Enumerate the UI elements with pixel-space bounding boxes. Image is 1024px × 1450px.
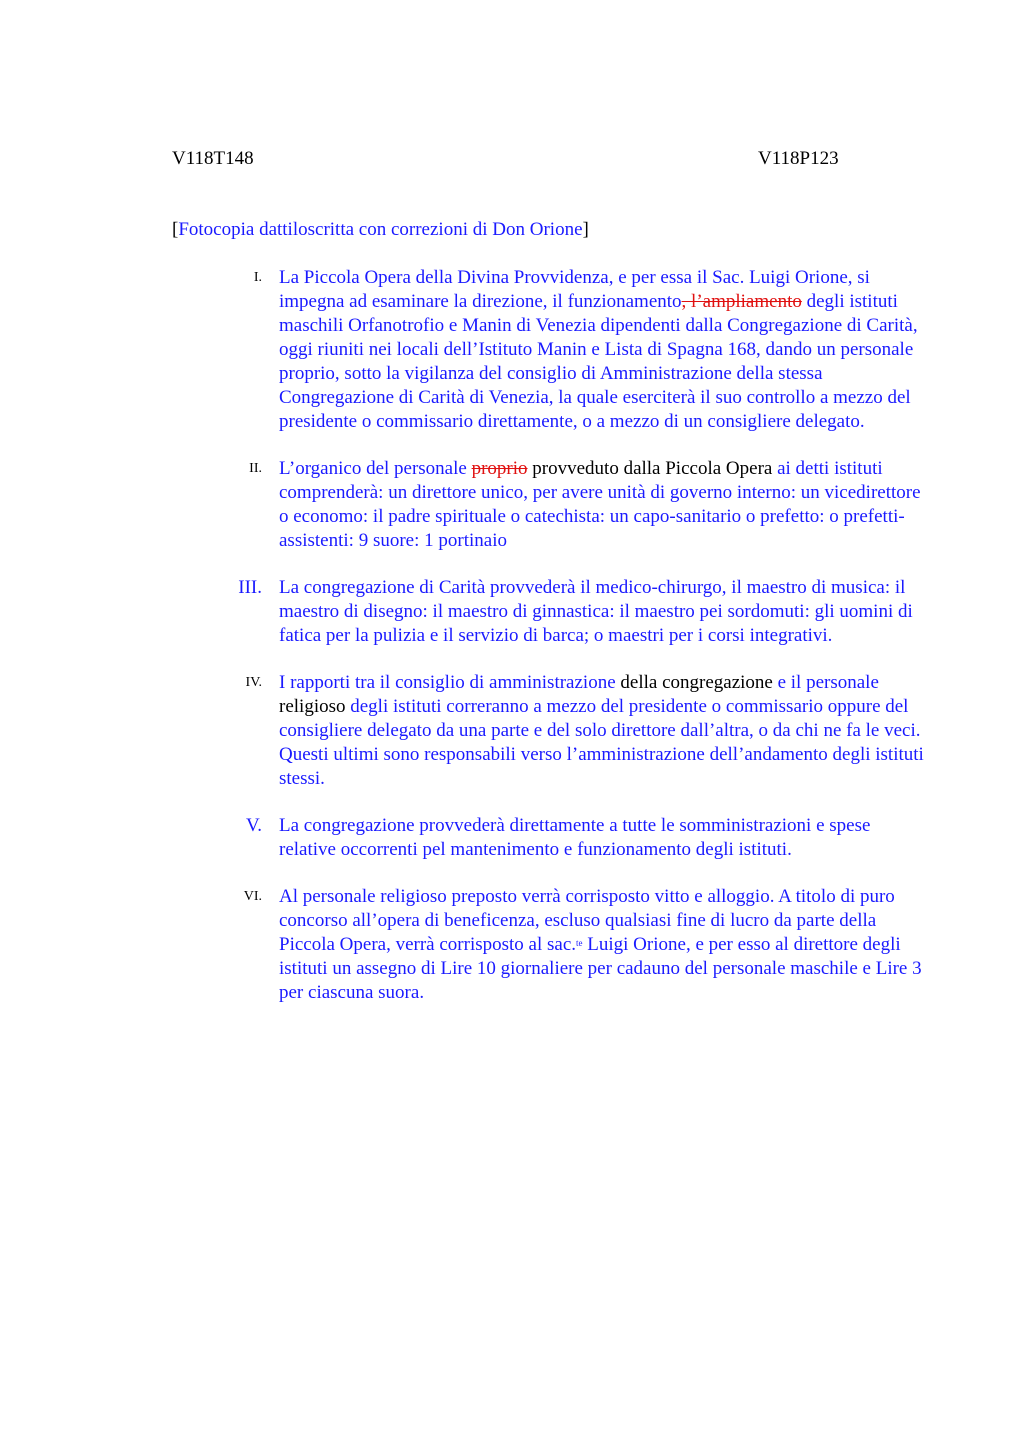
article-item [0, 814, 1024, 862]
article-text-segment: L’organico del personale [279, 458, 472, 479]
original-typed-text: della congregazione [615, 672, 773, 693]
article-numeral: VI. [243, 889, 262, 904]
article-text [279, 885, 929, 1005]
article-text [279, 457, 929, 553]
document-code-left: V118T148 [172, 148, 254, 169]
article-numeral: V. [245, 815, 262, 836]
article-text-segment: ai detti istituti comprenderà: un direttore unico, per avere unità di governo interno: un vicedirettore o economo: il padre spirituale o catechista: un capo-sanitario o prefetto: o prefetti-assistenti: 9 suore: 1 portinaio [279, 458, 921, 551]
article-item [0, 457, 1024, 553]
article-text-segment: I rapporti tra il consiglio di amministrazione [279, 672, 616, 693]
article-text-segment: La Piccola Opera della Divina Provvidenza, e per essa il Sac. Luigi Orione, si impegna ad esaminare la direzione, il funzionamento [279, 267, 870, 312]
article-text-segment: Al personale religioso preposto verrà corrisposto vitto e alloggio. A titolo di puro concorso all’opera di beneficenza, escluso qualsiasi fine di lucro da parte della Piccola Opera, verrà corrisposto al sac. [279, 886, 895, 955]
article-item [0, 576, 1024, 648]
article-text [279, 814, 929, 862]
article-text [279, 671, 929, 791]
article-item [0, 671, 1024, 791]
article-text-segment: degli istituti maschili Orfanotrofio e Manin di Venezia dipendenti dalla Congregazione di Carità, oggi riuniti nei locali dell’Istituto Manin e Lista di Spagna 168, dando un personale proprio, sotto la vigilanza del consiglio di Amministrazione della stessa Congregazione di Carità di Venezia, la quale eserciterà il suo controllo a mezzo del presidente o commissario direttamente, o a mezzo di un consigliere delegato. [279, 291, 918, 432]
article-text [279, 266, 929, 434]
deleted-text: , l’ampliamento [681, 291, 802, 312]
article-list [0, 266, 1024, 1028]
article-numeral: I. [253, 270, 262, 285]
article-numeral: IV. [245, 675, 262, 690]
article-item [0, 885, 1024, 1005]
article-numeral: III. [238, 577, 262, 598]
article-numeral: II. [249, 461, 262, 476]
superscript-abbreviation: te [576, 938, 583, 948]
article-item [0, 266, 1024, 434]
article-text-segment: e il personale [772, 672, 879, 693]
article-text-segment: Luigi Orione, e per esso al direttore degli istituti un assegno di Lire 10 giornaliere per cadauno del personale maschile e Lire 3 per ciascuna suora. [279, 934, 922, 1003]
note-text: Fotocopia dattiloscritta con correzioni di Don Orione [178, 219, 583, 240]
note-close-bracket: ] [582, 219, 589, 240]
article-text-segment: La congregazione provvederà direttamente a tutte le somministrazioni e spese relative occorrenti pel mantenimento e funzionamento degli istituti. [279, 815, 871, 860]
article-text-segment: La congregazione di Carità provvederà il medico-chirurgo, il maestro di musica: il maestro di disegno: il maestro di ginnastica: il maestro pei sordomuti: gli uomini di fatica per la pulizia e il servizio di barca; o maestri per i corsi integrativi. [279, 577, 913, 646]
note-open-bracket: [ [172, 219, 179, 240]
original-typed-text: religioso [279, 696, 346, 717]
original-typed-text: provveduto dalla Piccola Opera [527, 458, 773, 479]
article-text [279, 576, 929, 648]
article-text-segment: degli istituti correranno a mezzo del presidente o commissario oppure del consigliere delegato da una parte e del solo direttore dall’altra, o da chi ne fa le veci. Questi ultimi sono responsabili verso l’amministrazione dell’andamento degli istituti stessi. [279, 696, 924, 789]
deleted-text: proprio [471, 458, 528, 479]
editorial-note [172, 218, 589, 242]
document-code-right: V118P123 [758, 148, 839, 169]
